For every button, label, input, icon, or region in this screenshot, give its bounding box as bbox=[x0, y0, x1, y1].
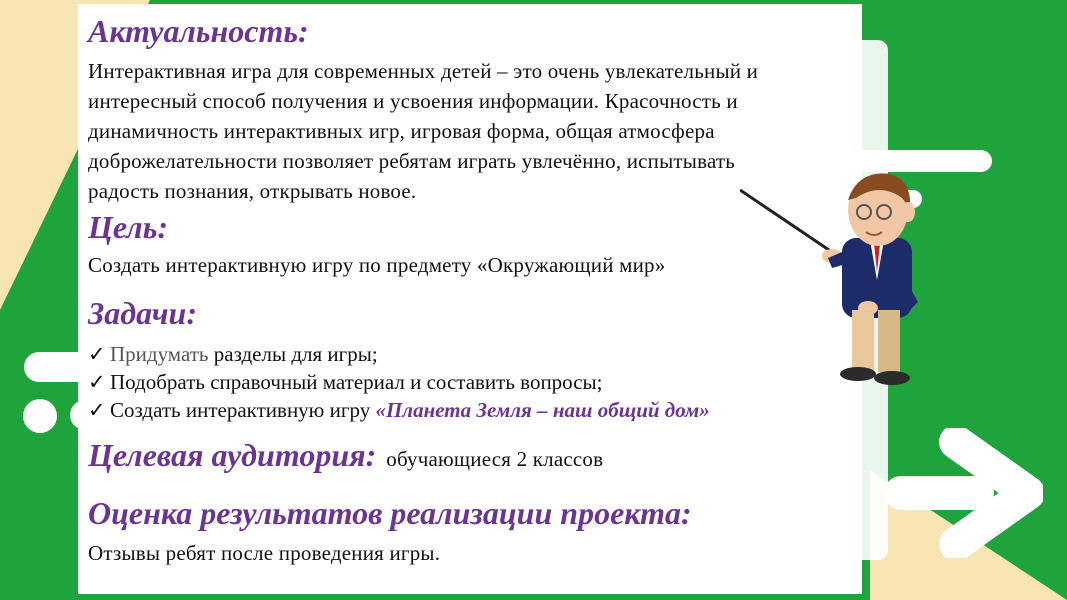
relevance-line: динамичность интерактивных игр, игровая форма, общая атмосфера bbox=[88, 119, 715, 143]
task-item bbox=[88, 396, 844, 424]
task-text: Подобрать справочный материал и составить вопросы; bbox=[110, 370, 603, 394]
check-icon: ✓ bbox=[88, 370, 106, 394]
relevance-line: радость познания, открывать новое. bbox=[88, 179, 417, 203]
task-muted-text: Придумать bbox=[110, 342, 209, 366]
audience-row bbox=[88, 436, 844, 474]
audience-heading: Целевая аудитория: bbox=[88, 437, 377, 473]
relevance-line: доброжелательности позволяет ребятам играть увлечённо, испытывать bbox=[88, 149, 736, 173]
tasks-heading: Задачи: bbox=[88, 295, 197, 331]
check-icon: ✓ bbox=[88, 398, 106, 422]
game-title-quote: «Планета Земля – наш общий дом» bbox=[375, 398, 710, 422]
audience-text: обучающиеся 2 классов bbox=[386, 447, 604, 471]
watermark bbox=[0, 482, 2, 568]
task-item bbox=[88, 368, 844, 396]
relevance-line: интересный способ получения и усвоения информации. Красочность и bbox=[88, 89, 738, 113]
relevance-heading: Актуальность: bbox=[88, 13, 309, 49]
task-item bbox=[88, 340, 844, 368]
relevance-line: Интерактивная игра для современных детей – это очень увлекательный и bbox=[88, 59, 759, 83]
goal-text: Создать интерактивную игру по предмету «Окружающий мир» bbox=[88, 253, 666, 277]
check-icon: ✓ bbox=[88, 342, 106, 366]
goal-heading: Цель: bbox=[88, 209, 168, 245]
evaluation-heading: Оценка результатов реализации проекта: bbox=[88, 495, 692, 531]
teacher-illustration bbox=[740, 160, 970, 400]
arrow-right-icon bbox=[878, 428, 1043, 558]
task-text: Создать интерактивную игру bbox=[110, 398, 376, 422]
task-text: разделы для игры; bbox=[208, 342, 378, 366]
evaluation-text: Отзывы ребят после проведения игры. bbox=[88, 541, 441, 565]
tasks-list bbox=[88, 340, 844, 424]
relevance-paragraph bbox=[88, 56, 844, 206]
